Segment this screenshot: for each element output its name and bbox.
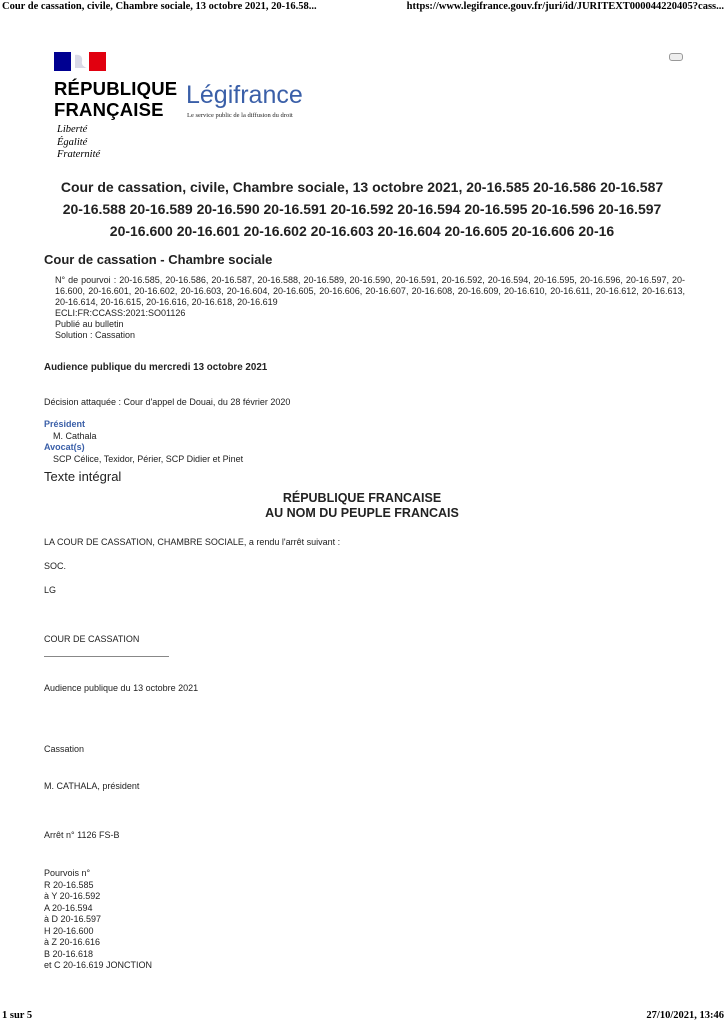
ecli: ECLI:FR:CCASS:2021:SO01126 (55, 308, 186, 318)
print-header (0, 0, 724, 16)
parties (44, 419, 243, 465)
president-value: M. Cathala (53, 430, 97, 441)
solution: Solution : Cassation (55, 330, 136, 340)
case-metadata (55, 275, 685, 341)
publication: Publié au bulletin (55, 319, 124, 329)
rf-line2: FRANÇAISE (54, 99, 164, 120)
print-datetime: 27/10/2021, 13:46 (646, 1010, 724, 1021)
audience-heading: Audience publique du mercredi 13 octobre 2021 (44, 362, 268, 373)
arret-number: Arrêt n° 1126 FS-B (44, 830, 120, 840)
rep-line-1: RÉPUBLIQUE FRANCAISE (282, 491, 442, 505)
list-item: Pourvois n° (44, 868, 91, 878)
cassation-text: Cassation (44, 744, 85, 754)
decision-attaquee: Décision attaquée : Cour d'appel de Douai, du 28 février 2020 (44, 397, 291, 407)
cour-text: COUR DE CASSATION (44, 634, 140, 644)
avocats-value: SCP Célice, Texidor, Périer, SCP Didier et Pinet (53, 453, 244, 464)
republique-heading (44, 491, 680, 521)
print-footer (0, 1008, 724, 1024)
list-item: à D 20-16.597 (44, 914, 102, 924)
flag-red (89, 52, 106, 71)
legifrance-tagline: Le service public de la diffusion du droit (187, 112, 293, 119)
rep-line-2: AU NOM DU PEUPLE FRANCAIS (265, 506, 459, 520)
pourvois-list (44, 868, 152, 972)
flag-blue (54, 52, 71, 71)
list-item: A 20-16.594 (44, 902, 93, 913)
president-line: M. CATHALA, président (44, 781, 140, 791)
scroll-indicator[interactable] (669, 53, 683, 61)
page-number: 1 sur 5 (2, 1010, 33, 1021)
flag-white (71, 52, 88, 71)
print-header-title: Cour de cassation, civile, Chambre sociale, 13 octobre 2021, 20-16.58... (2, 1, 317, 12)
audience-text: Audience publique du 13 octobre 2021 (44, 683, 199, 693)
devise (57, 124, 100, 162)
list-item: à Y 20-16.592 (44, 891, 101, 901)
title-line-3: 20-16.600 20-16.601 20-16.602 20-16.603 20-16.604 20-16.605 20-16.606 20-16 (109, 223, 615, 239)
list-item: B 20-16.618 (44, 948, 94, 959)
print-header-url[interactable]: https://www.legifrance.gouv.fr/juri/id/JURITEXT000044220405?cass... (406, 1, 724, 12)
legifrance-logo[interactable]: Légifrance (186, 81, 303, 109)
title-line-2: 20-16.588 20-16.589 20-16.590 20-16.591 20-16.592 20-16.594 20-16.595 20-16.596 20-16.597 (62, 201, 662, 217)
republique-francaise-logo (54, 78, 177, 120)
soc-text: SOC. (44, 561, 67, 571)
list-item: H 20-16.600 (44, 925, 94, 936)
court-heading: Cour de cassation - Chambre sociale (44, 252, 273, 267)
president-label: Président (44, 419, 86, 429)
texte-integral-heading: Texte intégral (44, 469, 122, 484)
pourvoi-numbers: N° de pourvoi : 20-16.585, 20-16.586, 20-16.587, 20-16.588, 20-16.589, 20-16.590, 20-16.591, 20-16.592, 20-16.594, 20-16.595, 20-16.596, 20-16.597, 20-16.600, 20-16.601, 20-16.602, 20-16.603, 20-16.604, 20-16.605, 20-16.606, 20-16.607, 20-16.608, 20-16.609, 20-16.610, 20-16.611, 20-16.612, 20-16.613, 20-16.614, 20-16.615, 20-16.616, 20-16.618, 20-16.619 (55, 275, 685, 307)
title-line-1: Cour de cassation, civile, Chambre sociale, 13 octobre 2021, 20-16.585 20-16.586 20-16.587 (60, 179, 664, 195)
devise-liberte: Liberté (57, 124, 88, 135)
list-item: R 20-16.585 (44, 879, 94, 890)
devise-fraternite: Fraternité (57, 149, 101, 160)
list-item: à Z 20-16.616 (44, 937, 101, 947)
intro-text: LA COUR DE CASSATION, CHAMBRE SOCIALE, a rendu l'arrêt suivant : (44, 537, 341, 547)
marianne-flag-icon (54, 52, 106, 71)
rf-line1: RÉPUBLIQUE (54, 78, 178, 99)
lg-text: LG (44, 585, 57, 595)
list-item: et C 20-16.619 JONCTION (44, 960, 153, 970)
divider (44, 656, 169, 657)
logo-block (54, 52, 334, 164)
avocats-label: Avocat(s) (44, 442, 85, 452)
devise-egalite: Égalité (57, 136, 88, 148)
page-title (44, 176, 680, 242)
